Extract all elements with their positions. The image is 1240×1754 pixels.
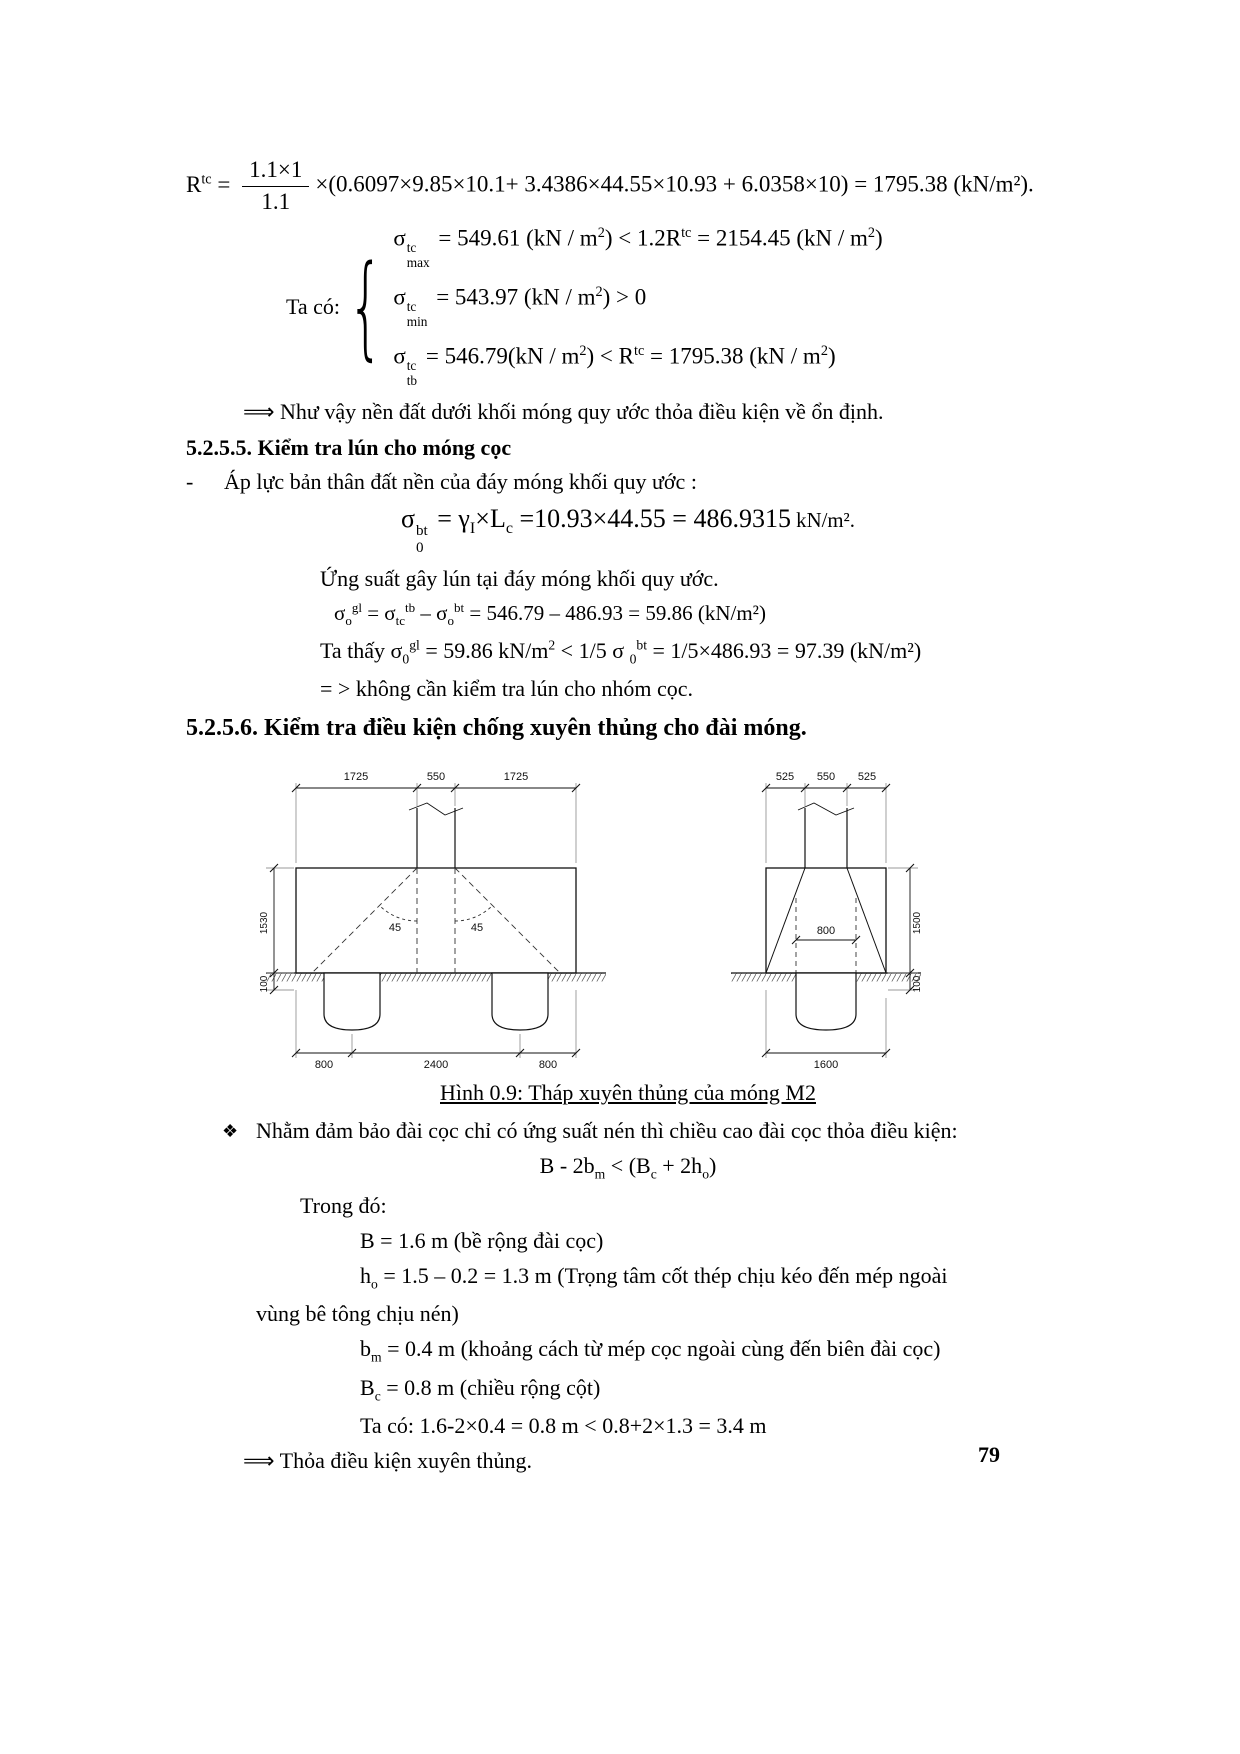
- formula-sigma-bt: σ bt 0 = $\gamma_I\times L_c =10.93\times 44.55 = 486.9315$ kN/m².: [401, 504, 855, 556]
- top-dimension: [292, 783, 580, 863]
- right-drawing-section: [706, 758, 956, 1078]
- punching-tower-dashed: [312, 868, 560, 973]
- fraction-denominator: 1.1: [261, 188, 291, 214]
- piles: [324, 973, 548, 1030]
- sigma-min-line: σ tc min = 543.97 $(kN / m^2) > 0$: [393, 283, 647, 329]
- pile-cap-outline: [766, 868, 886, 973]
- dim-1530: 1530: [259, 912, 270, 935]
- ho-definition-continuation: vùng bê tông chịu nén): [256, 1301, 459, 1327]
- formula-rtc-lead: $R^{tc}$ =: [186, 170, 237, 197]
- angle-labels: [389, 922, 483, 934]
- dim-1725-left: 1725: [343, 771, 369, 784]
- dim-550: 550: [426, 771, 446, 784]
- stability-conclusion: ⟹ Như vậy nền đất dưới khối móng quy ước thỏa điều kiện về ổn định.: [243, 399, 884, 425]
- pile-cap-outline: [296, 868, 576, 973]
- bc-definition: $B_c = 0.8$ m (chiều rộng cột): [360, 1374, 601, 1403]
- column: [409, 803, 463, 868]
- sigma-tb-line: σ tc tb = $546.79(kN / m^2) < R^{tc} = 1795.38$ $(kN / m^2)$: [393, 342, 836, 389]
- dash-bullet: -: [186, 469, 194, 495]
- ta-co-label: Ta có:: [286, 293, 341, 319]
- punching-tower: [766, 868, 886, 973]
- sigma-gl-line: $\sigma_o^{gl} = \sigma_{tc}^{tb} - \sigma_o^{bt} = 546.79 - 486.93 = 59.86$ (kN/m²): [334, 600, 766, 629]
- diamond-bullet: ❖: [222, 1121, 239, 1142]
- b-definition: B = 1.6 m (bề rộng đài cọc): [360, 1227, 604, 1253]
- dim-550: 550: [816, 771, 836, 784]
- page-number: 79: [978, 1442, 1000, 1467]
- column: [798, 803, 854, 868]
- formula-rtc-rest: ×(0.6097×9.85×10.1+ 3.4386×44.55×10.93 + 6.0358×10) = 1795.38 (kN/m²).: [315, 171, 1034, 197]
- pile: [796, 973, 856, 1030]
- system-brace: {: [347, 241, 384, 372]
- right-side-labels: [912, 912, 923, 993]
- sigma-max-line: σ tc max = 549.61 $(kN / m^2) < 1.2R^{tc} = 2154.45$ $(kN / m^2)$: [393, 224, 883, 270]
- ho-definition: $h_o = 1.5 - 0.2 = 1.3$ m (Trọng tâm cốt thép chịu kéo đến mép ngoài: [360, 1262, 948, 1292]
- stress-check-system: [286, 225, 1070, 390]
- dim-800-pile: 800: [816, 925, 836, 938]
- left-side-labels: [259, 912, 270, 993]
- dim-800-left: 800: [314, 1059, 334, 1072]
- formula-rtc: [186, 156, 1070, 217]
- dim-525-left: 525: [775, 771, 795, 784]
- dim-525-right: 525: [857, 771, 877, 784]
- no-check-line: = > không cần kiểm tra lún cho nhóm cọc.: [320, 676, 694, 702]
- bullet-line-ap-luc: [186, 467, 1070, 496]
- ta-co-check-line: Ta có: 1.6-2×0.4 = 0.8 m < 0.8+2×1.3 = 3.4 m: [360, 1412, 767, 1438]
- section-heading-5256: 5.2.5.6. Kiểm tra điều kiện chống xuyên thủng cho đài móng.: [186, 715, 807, 742]
- angle-45-left: 45: [388, 922, 402, 935]
- left-drawing-section: [236, 758, 636, 1078]
- dim-1500: 1500: [912, 912, 923, 935]
- ta-thay-line: Ta thấy $\sigma_0^{gl} = 59.86$ $kN/m^2 < 1/5$ σ $_0^{bt}$ = 1/5×486.93 = 97.39 (kN/m²): [320, 637, 922, 667]
- ground-hatch: [266, 973, 606, 982]
- dim-1725-right: 1725: [503, 771, 529, 784]
- bm-definition: $b_m = 0.4$ m (khoảng cách từ mép cọc ngoài cùng đến biên đài cọc): [360, 1336, 941, 1365]
- dim-100-left: 100: [259, 975, 270, 993]
- top-dimension-labels: [344, 771, 528, 783]
- section-heading-5255: 5.2.5.5. Kiểm tra lún cho móng cọc: [186, 435, 512, 461]
- angle-45-right: 45: [470, 922, 484, 935]
- top-dimension: [762, 783, 890, 863]
- dim-100-right: 100: [912, 975, 923, 993]
- fraction-numerator: 1.1×1: [242, 156, 309, 187]
- figure-caption: [186, 1080, 1070, 1106]
- top-dimension-labels: [776, 771, 876, 783]
- punching-intro: Nhằm đảm bảo đài cọc chỉ có ứng suất nén thì chiều cao đài cọc thỏa điều kiện:: [256, 1118, 958, 1144]
- bottom-dimension-labels: [315, 1059, 557, 1071]
- trong-do-label: Trong đó:: [300, 1192, 387, 1218]
- dim-2400: 2400: [423, 1059, 449, 1072]
- figure-punching-towers: [236, 758, 1070, 1078]
- pile-width-dimension: [792, 925, 860, 944]
- fraction: [242, 156, 309, 217]
- punching-conclusion: ⟹ Thỏa điều kiện xuyên thủng.: [243, 1447, 532, 1473]
- dim-800-right: 800: [538, 1059, 558, 1072]
- figure-caption-text: Hình 0.9: Tháp xuyên thủng của móng M2: [440, 1080, 816, 1106]
- condition-formula: $B - 2b_m < (B_c + 2h_o)$: [539, 1153, 717, 1182]
- dim-1600: 1600: [813, 1059, 839, 1072]
- system-lines: [393, 225, 882, 390]
- diamond-bullet-line: [222, 1116, 1070, 1145]
- ung-suat-line: Ứng suất gây lún tại đáy móng khối quy ước.: [320, 566, 719, 592]
- bullet-text: Áp lực bản thân đất nền của đáy móng khối quy ước :: [224, 469, 697, 495]
